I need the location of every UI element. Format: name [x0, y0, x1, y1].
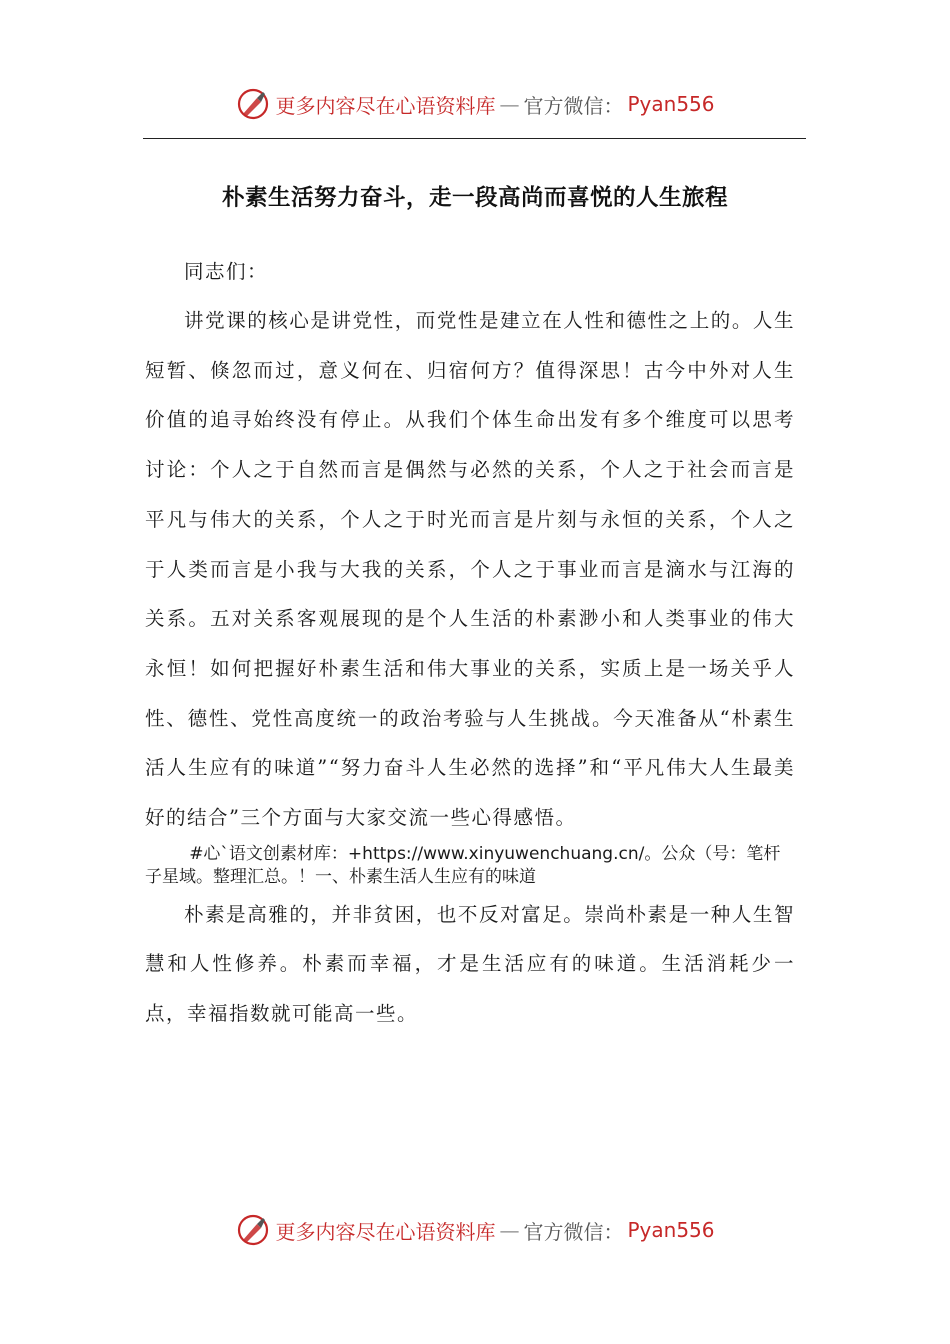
header-site-text: 更多内容尽在心语资料库 — [275, 93, 496, 118]
paragraph-1: 讲党课的核心是讲党性，而党性是建立在人性和德性之上的。人生短暂、倏忽而过，意义何在、归宿何方？值得深思！古今中外对人生价值的追寻始终没有停止。从我们个体生命出发有多个维度可以思考讨论：个人之于自然而言是偶然与必然的关系，个人之于社会而言是平凡与伟大的关系，个人之于时光而言是片刻与永恒的关系，个人之于人类而言是小我与大我的关系，个人之于事业而言是滴水与江海的关系。五对关系客观展现的是个人生活的朴素渺小和人类事业的伟大永恒！如何把握好朴素生活和伟大事业的关系，实质上是一场关乎人性、德性、党性高度统一的政治考验与人生挑战。今天准备从“朴素生活人生应有的味道”“努力奋斗人生必然的选择”和“平凡伟大人生最美好的结合”三个方面与大家交流一些心得感悟。 — [145, 309, 795, 830]
pen-nib-logo-icon — [235, 1212, 271, 1248]
document-title: 朴素生活努力奋斗，走一段高尚而喜悦的人生旅程 — [221, 185, 728, 211]
document-body — [145, 248, 795, 1039]
pen-nib-logo-icon — [235, 86, 271, 122]
source-note: #心`语文创素材库：+https://www.xinyuwenchuang.cn/。公众（号：笔杆子星域。整理汇总。！一、朴素生活人生应有的味道 — [145, 843, 781, 887]
paragraph-2: 朴素是高雅的，并非贫困，也不反对富足。崇尚朴素是一种人生智慧和人性修养。朴素而幸福，才是生活应有的味道。生活消耗少一点，幸福指数就可能高一些。 — [145, 902, 795, 1026]
page-header-banner — [0, 84, 950, 124]
page-footer-banner — [0, 1210, 950, 1250]
greeting: 同志们： — [184, 260, 269, 283]
header-sub-text: 官方微信： — [523, 93, 624, 118]
footer-site-text: 更多内容尽在心语资料库 — [275, 1219, 496, 1244]
footer-sub-text: 官方微信： — [523, 1219, 624, 1244]
header-wechat-id: Pyan556 — [627, 92, 715, 116]
header-divider — [143, 138, 806, 139]
footer-wechat-id: Pyan556 — [627, 1218, 715, 1242]
header-dash: — — [499, 92, 520, 116]
footer-dash: — — [499, 1218, 520, 1242]
